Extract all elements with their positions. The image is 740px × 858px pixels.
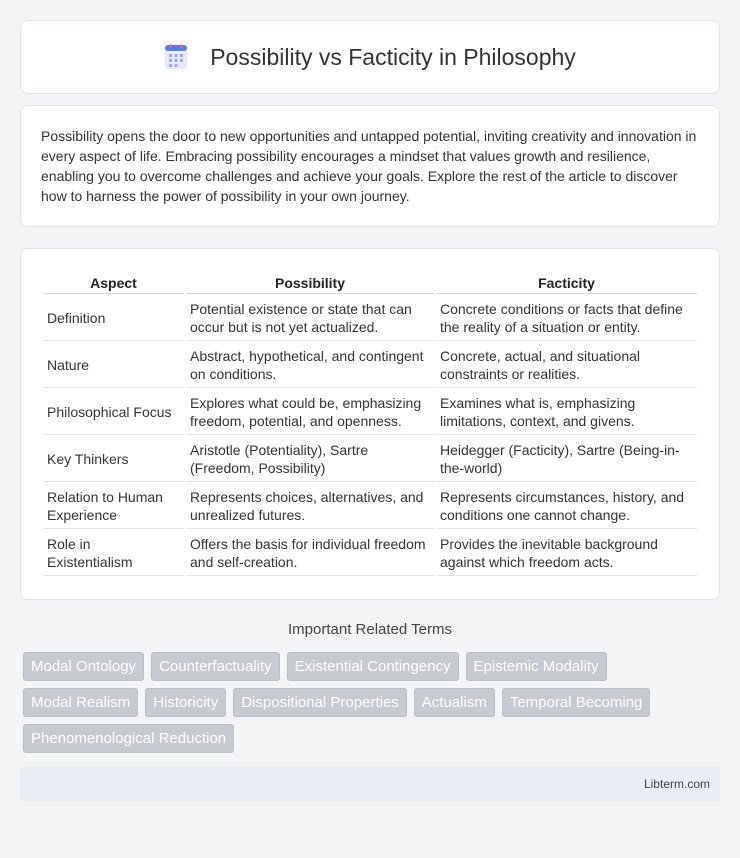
table-header-row bbox=[43, 271, 697, 294]
related-terms-list bbox=[20, 652, 720, 760]
term-tag-existential-contingency[interactable]: Existential Contingency bbox=[287, 652, 459, 681]
table-cell: Provides the inevitable background against which freedom acts. bbox=[436, 531, 697, 576]
term-tag-phenomenological-reduction[interactable]: Phenomenological Reduction bbox=[23, 724, 234, 753]
table-cell: Examines what is, emphasizing limitations, context, and givens. bbox=[436, 390, 697, 435]
table-cell: Concrete, actual, and situational constraints or realities. bbox=[436, 343, 697, 388]
table-cell: Aristotle (Potentiality), Sartre (Freedom, Possibility) bbox=[186, 437, 434, 482]
comparison-table bbox=[41, 269, 699, 578]
column-header-aspect: Aspect bbox=[43, 271, 184, 294]
table-cell: Potential existence or state that can occur but is not yet actualized. bbox=[186, 296, 434, 341]
table-cell: Offers the basis for individual freedom and self-creation. bbox=[186, 531, 434, 576]
table-cell: Heidegger (Facticity), Sartre (Being-in-the-world) bbox=[436, 437, 697, 482]
comparison-section bbox=[20, 248, 720, 600]
intro-section bbox=[20, 105, 720, 227]
term-tag-counterfactuality[interactable]: Counterfactuality bbox=[151, 652, 280, 681]
table-cell: Relation to Human Experience bbox=[43, 484, 184, 529]
table-row bbox=[43, 437, 697, 482]
table-cell: Nature bbox=[43, 343, 184, 388]
table-row bbox=[43, 531, 697, 576]
table-cell: Definition bbox=[43, 296, 184, 341]
term-tag-modal-ontology[interactable]: Modal Ontology bbox=[23, 652, 144, 681]
table-row bbox=[43, 390, 697, 435]
column-header-possibility: Possibility bbox=[186, 271, 434, 294]
table-row bbox=[43, 343, 697, 388]
table-cell: Represents circumstances, history, and conditions one cannot change. bbox=[436, 484, 697, 529]
term-tag-temporal-becoming[interactable]: Temporal Becoming bbox=[502, 688, 651, 717]
table-row bbox=[43, 296, 697, 341]
table-cell: Represents choices, alternatives, and unrealized futures. bbox=[186, 484, 434, 529]
term-tag-historicity[interactable]: Historicity bbox=[145, 688, 226, 717]
table-cell: Philosophical Focus bbox=[43, 390, 184, 435]
table-cell: Abstract, hypothetical, and contingent on conditions. bbox=[186, 343, 434, 388]
page-header bbox=[20, 20, 720, 94]
term-tag-modal-realism[interactable]: Modal Realism bbox=[23, 688, 138, 717]
document-grid-icon bbox=[164, 44, 188, 70]
table-row bbox=[43, 484, 697, 529]
table-cell: Role in Existentialism bbox=[43, 531, 184, 576]
table-cell: Concrete conditions or facts that define the reality of a situation or entity. bbox=[436, 296, 697, 341]
term-tag-epistemic-modality[interactable]: Epistemic Modality bbox=[466, 652, 607, 681]
table-cell: Key Thinkers bbox=[43, 437, 184, 482]
footer-brand[interactable]: Libterm.com bbox=[643, 777, 710, 791]
table-cell: Explores what could be, emphasizing freedom, potential, and openness. bbox=[186, 390, 434, 435]
page-footer bbox=[20, 767, 720, 801]
related-terms-title: Important Related Terms bbox=[288, 621, 452, 638]
term-tag-actualism[interactable]: Actualism bbox=[414, 688, 495, 717]
column-header-facticity: Facticity bbox=[436, 271, 697, 294]
intro-text: Possibility opens the door to new opportunities and untapped potential, inviting creativity and innovation in every aspect of life. Embracing possibility encourages a mindset that values growth and resilience, enabling you to overcome challenges and achieve your goals. Explore the rest of the article to discover how to harness the power of possibility in your own journey. bbox=[41, 128, 697, 204]
term-tag-dispositional-properties[interactable]: Dispositional Properties bbox=[233, 688, 407, 717]
page-title: Possibility vs Facticity in Philosophy bbox=[210, 43, 576, 70]
